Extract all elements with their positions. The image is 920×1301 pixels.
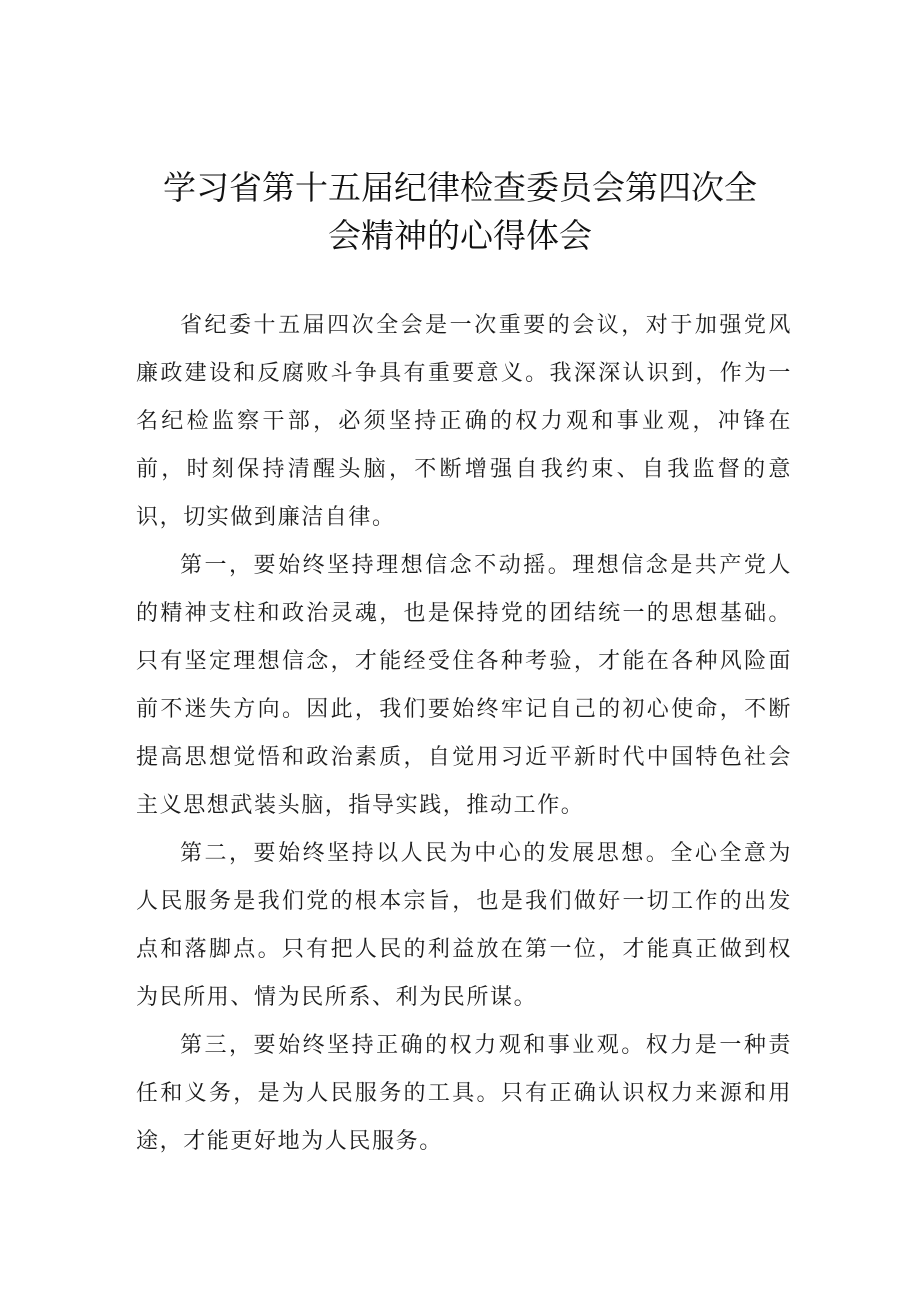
paragraph-first: 第一，要始终坚持理想信念不动摇。理想信念是共产党人的精神支柱和政治灵魂，也是保持党的团结统一的思想基础。只有坚定理想信念，才能经受住各种考验，才能在各种风险面前不迷失方向。因此，我们要始终牢记自己的初心使命，不断提高思想觉悟和政治素质，自觉用习近平新时代中国特色社会主义思想武装头脑，指导实践，推动工作。	[136, 553, 792, 818]
document-title	[0, 164, 920, 260]
title-line-2: 会精神的心得体会	[328, 216, 592, 255]
document-body	[136, 302, 792, 1166]
paragraph-second: 第二，要始终坚持以人民为中心的发展思想。全心全意为人民服务是我们党的根本宗旨，也是我们做好一切工作的出发点和落脚点。只有把人民的利益放在第一位，才能真正做到权为民所用、情为民所系、利为民所谋。	[136, 841, 792, 1010]
paragraph-third: 第三，要始终坚持正确的权力观和事业观。权力是一种责任和义务，是为人民服务的工具。只有正确认识权力来源和用途，才能更好地为人民服务。	[136, 1033, 792, 1154]
title-line-1: 学习省第十五届纪律检查委员会第四次全	[163, 168, 757, 207]
paragraph-intro: 省纪委十五届四次全会是一次重要的会议，对于加强党风廉政建设和反腐败斗争具有重要意义。我深深认识到，作为一名纪检监察干部，必须坚持正确的权力观和事业观，冲锋在前，时刻保持清醒头脑，不断增强自我约束、自我监督的意识，切实做到廉洁自律。	[136, 313, 792, 530]
